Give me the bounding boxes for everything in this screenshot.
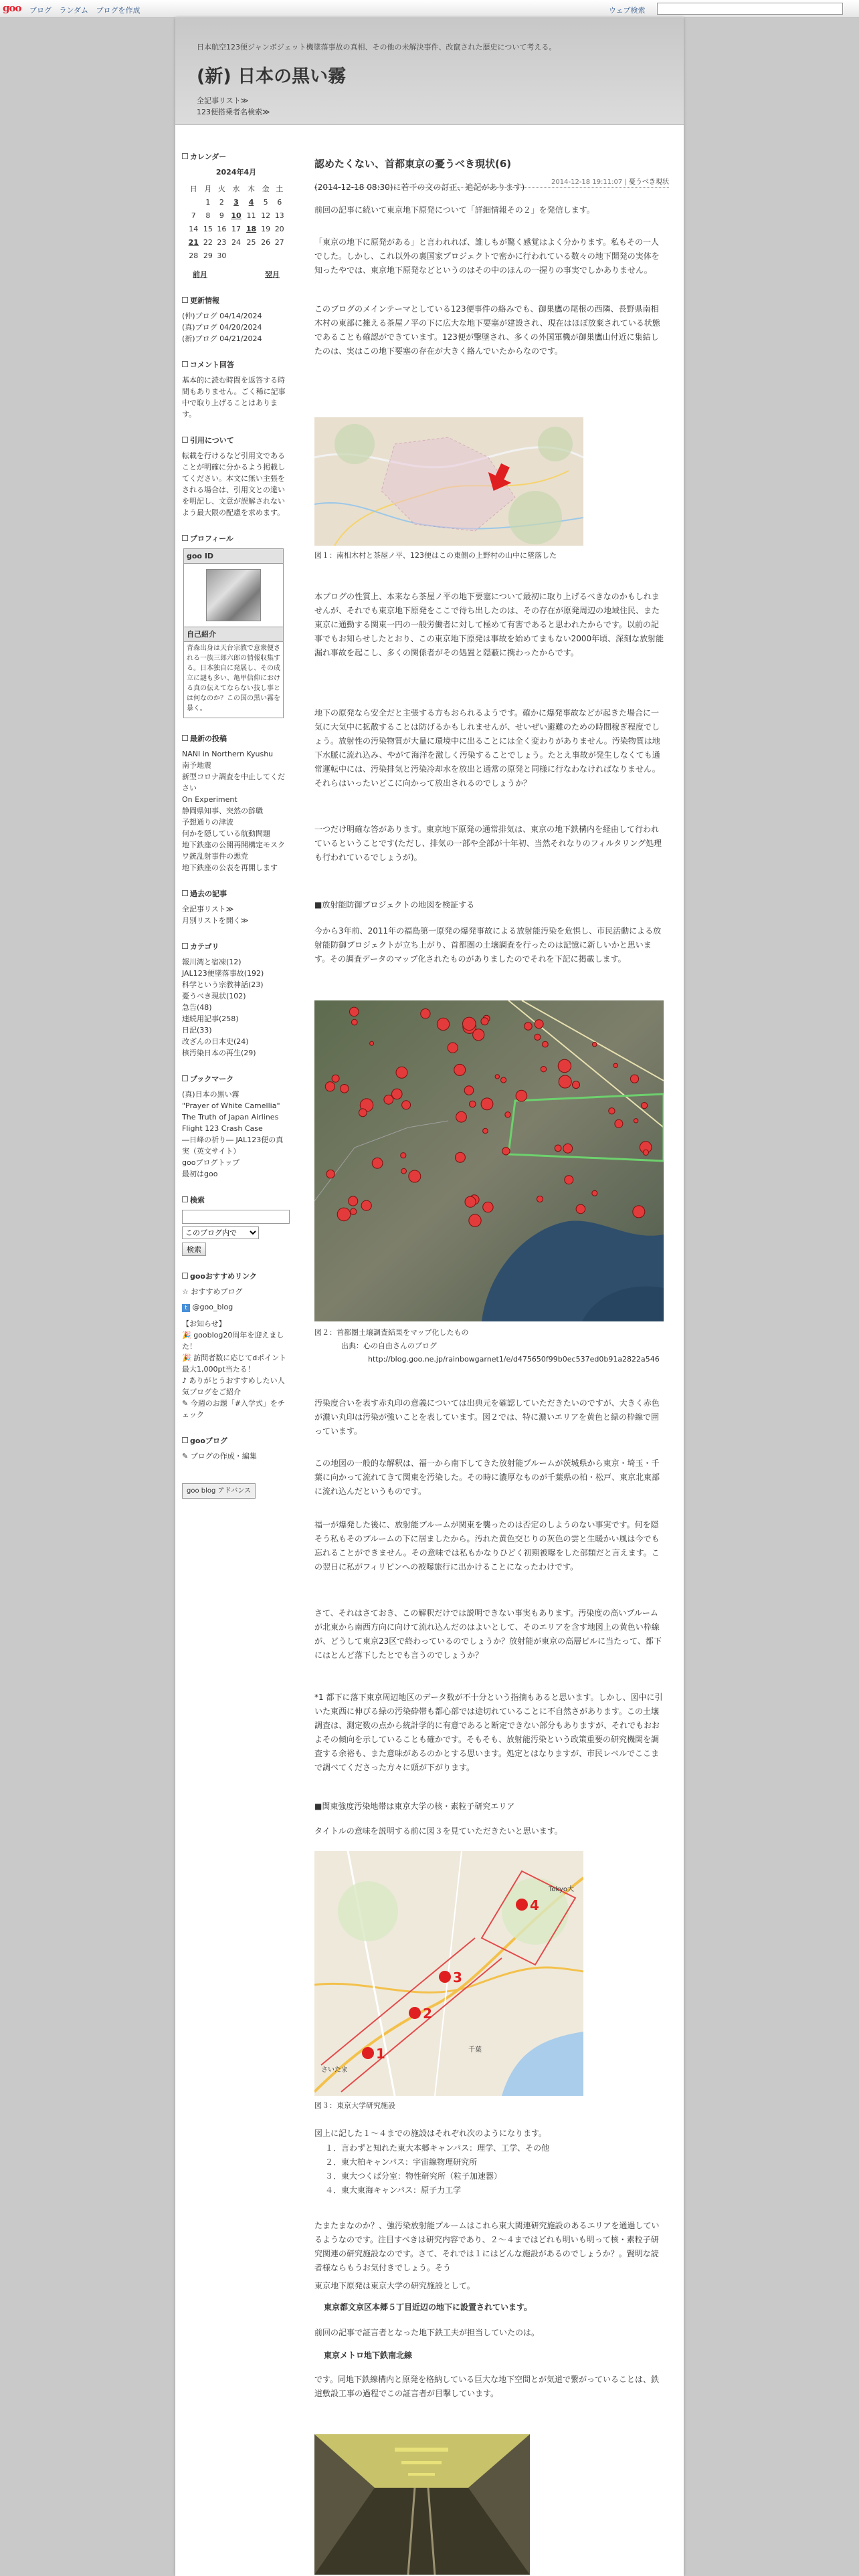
section-heading: ■関東強度汚染地帯は東京大学の核・素粒子研究エリア [314,1802,515,1811]
calendar-day: 2 [219,197,224,207]
calendar-day: 26 [261,237,271,247]
section-heading: ■放射能防御プロジェクトの地図を検証する [314,900,475,909]
calendar-day: 6 [277,197,282,207]
post-paragraph: です。同地下鉄線構内と原発を格納している巨大な地下空間とが気道で繋がっていることは、鉄道敷設工事の過程でこの証言者が目撃しています。 [314,2375,660,2398]
blog-header [175,17,684,125]
comment-reply-widget [182,359,290,420]
recent-post-link[interactable]: 地下鉄座の公表を再開します [182,863,278,872]
search-title: 検索 [182,1194,290,1206]
contamination-marker [502,1148,510,1155]
contamination-marker [634,1119,638,1123]
contamination-marker [470,1101,476,1107]
notice-text: 訪問者数に応じてdポイント最大1,000pt当たる！ [182,1354,287,1374]
calendar-day: 12 [261,211,271,220]
post-category-link[interactable]: 憂うべき現状 [629,179,669,186]
calendar-day [259,249,273,262]
web-search-input[interactable] [657,3,843,15]
emphasis-text: 東京メトロ地下鉄南北線 [324,2351,413,2360]
contamination-marker [535,1020,543,1029]
post-paragraph: 一つだけ明確な答があります。東京地下原発の通常排気は、東京の地下鉄構内を経由して行われているということです(ただし、排気の一部や全部が十年初、当然それなりのフィルタリング処理も行われているでしょうが)。 [314,825,662,862]
updates-widget [182,295,290,344]
recent-post-link[interactable]: 予想通りの津波 [182,818,233,827]
goo-id-label: goo ID [184,549,283,564]
contamination-marker [370,1041,374,1045]
contamination-marker [481,1018,488,1025]
contamination-marker [643,1150,648,1155]
figure-2-caption: 図２：首都圏土壌調査結果をマップ化したもの [314,1328,469,1337]
figure-2-map [314,1000,664,1321]
calendar-day [186,195,201,209]
intro-label: 自己紹介 [184,627,283,642]
map3-label-2: 2 [423,2006,432,2022]
notice-text: 今週のお題「#入学式」をチェック [182,1399,285,1419]
post-paragraph: 地下の原発なら安全だと主張する方もおられるようです。確かに爆発事故などが起きた場合に一気に大気中に拡散することは防げるかもしれませんが、せいぜい避難のための時間稼ぎ程度でしょう。放射性の汚染物質が大量に環境中に出ることには全く変わりがありません。汚染物質は地下水脈に流れ込み、やがて海洋を激しく汚染することでしょう。たとえ事故が発生しなくても通常運転中には、汚染排気と汚染冷却水を放出と通常の原発と同様に行なわなければなりません。それらはいったいどこに向かって放出されるのでしょうか？ [314,708,660,788]
category-link[interactable]: 報川湾と宿凍(12) [182,958,242,966]
profile-intro: 青森出身は天台宗教で意衆便される一族三郎六郎の情報収集する。日本独自に発展し、その成立に謎も多い、亀甲信仰における真の伝えてならない技し事とは何なのか？この国の黒い霧を暴く。 [187,645,280,712]
citation-title: 引用について [182,435,290,446]
blog-description: 日本航空123便ジャンボジェット機墜落事故の真相、その他の未解決事件、改竄された歴史について考える。 [197,43,557,51]
bookmark-link[interactable]: gooブログトップ [182,1158,240,1167]
contamination-marker [454,1064,466,1075]
post-paragraph: この地図の一般的な解釈は、福一から南下してきた放射能プルームが茨城県から東京・埼玉・千葉に向かって流れてきて関東を汚染した。その時に濃厚なものが千葉県の柏・松戸、東京北東部に流れ込んだというものです。 [314,1459,660,1496]
music-icon: ♪ [182,1376,187,1385]
calendar-day: 24 [231,237,241,247]
search-widget [182,1194,290,1256]
category-link[interactable]: 連続用記事(258) [182,1014,239,1023]
calendar-day: 22 [203,237,213,247]
weekday: 日 [189,184,197,193]
contamination-marker [396,1067,407,1078]
post-paragraph: 東京地下原発は東京大学の研究施設として。 [314,2281,475,2290]
post-meta: 2014-12-18 19:11:07 | 憂うべき現状 [314,176,669,188]
bookmarks-widget [182,1073,290,1180]
monthly-list-link[interactable]: 月別リストを開く≫ [182,916,249,925]
contamination-marker [337,1208,351,1221]
figure-3-map-image [314,1851,583,2096]
contamination-marker [465,1196,476,1207]
figure-3-caption: 図３：東京大学研究施設 [314,2101,395,2110]
past-posts-widget [182,888,290,926]
contamination-marker [609,1108,615,1114]
weekday: 月 [204,184,212,193]
contamination-marker [555,1145,561,1152]
topbar-link-create-blog[interactable]: ブログを作成 [96,6,140,15]
calendar-day [244,249,259,262]
contamination-marker [535,1034,541,1040]
profile-box [183,548,284,718]
map3-label-1: 1 [376,2046,385,2062]
topbar-links [29,5,146,15]
map3-label-tokyo-univ: Tokyo大 [549,1886,574,1893]
party-icon: 🎉 [182,1331,191,1339]
recent-posts-widget [182,733,290,873]
category-link[interactable]: JAL123便墜落事故(192) [182,969,264,978]
figure-2-source: 出典：心の自由さんのブログ [341,1341,437,1350]
post-paragraph: このブログのメインテーマとしている123便事件の絡みでも、御巣鷹の尾根の西隣、長野県南相木村の東部に擁える茶屋ノ平の下に広大な地下要塞が建設され、現在はほぼ放棄されている状態であることも確認ができています。123便が撃墜され、多くの外国軍機が御巣鷹山付近に集結したのは、実はこの地下要塞の存在が大きく絡んでいたからなのです。 [314,304,660,356]
blog-search-input[interactable] [182,1210,290,1224]
figure-2-source-url[interactable]: http://blog.goo.ne.jp/rainbowgarnet1/e/d475650f99b0ec537ed0b91a2822a546 [368,1355,660,1364]
map3-marker-2 [409,2007,421,2019]
bookmark-link[interactable]: (真)日本の黒い霧 [182,1090,240,1099]
comment-reply-title: コメント回答 [182,359,290,370]
goo-blog-advance-badge[interactable]: goo blog アドバンス [182,1483,256,1499]
star-icon: ☆ [182,1287,189,1296]
citation-widget [182,435,290,518]
contamination-marker [483,1128,488,1134]
contamination-marker [483,1202,493,1212]
post-title[interactable]: 認めたくない、首都東京の憂うべき現状(6) [314,158,512,170]
calendar-day: 29 [203,251,213,260]
contamination-marker [455,1152,465,1162]
contamination-marker [332,1075,339,1082]
recent-post-link[interactable]: 南予地震 [182,761,211,770]
contamination-marker [401,1168,407,1174]
calendar-day: 11 [246,211,256,220]
facility-item: ３．東大つくば分室：物性研究所（粒子加速器） [325,2171,502,2181]
post-paragraph: 福一が爆発した後に、放射能プルームが関東を襲ったのは否定のしようのない事実です。何を隠そう私もそのプルームの下に居ましたから。汚れた黄色交じりの灰色の雲と生暖かい風は今でも忘れることができません。その意味では私もかなりひどく初期被曝をした部類だと言えます。この翌日に私がフィリピンへの被曝旅行に出かけることになったわけです。 [314,1520,660,1572]
calendar-day: 14 [189,224,199,233]
calendar-day: 20 [274,224,284,233]
updates-title: 更新情報 [182,295,290,306]
all-articles-link[interactable]: 全記事リスト≫ [197,96,249,105]
bookmark-link[interactable]: ―日峰の祈り― JAL123便の真実（英文サイト） [182,1136,284,1156]
contamination-marker [409,1170,421,1182]
weekday: 土 [276,184,284,193]
calendar-day: 16 [217,224,227,233]
contamination-marker [349,1196,358,1206]
facility-item: １．言わずと知れた東大本郷キャンパス：理学、工学、その他 [325,2143,550,2153]
map3-label-4: 4 [530,1897,539,1913]
post-paragraph: さて、それはさておき、この解釈だけでは説明できない事実もあります。汚染度の高いプルームが北東から南西方向に向けて流れ込んだのはよいとして、そのエリアを含す地図上の黄色い枠線が、どうして東京23区で終わっているのでしょうか？放射能が東京の高層ビルに当たって、都下にはとんど落下したとでも言うのでしょうか？ [314,1608,662,1660]
contamination-marker [384,1095,393,1104]
calendar-widget [182,151,290,280]
recent-post-link[interactable]: 新型コロナ調査を中止してください [182,772,285,792]
contamination-marker [495,1075,499,1079]
calendar-day: 7 [191,211,196,220]
post-paragraph: たまたまなのか？、強汚染放射能プルームはこれら東大関連研究施設のあるエリアを通過しているようなのです。注目すべきは研究内容であり、２～４まではどれも明いも明って核・素粒子研究関連の研究施設なのです。さて、それでは１にはどんな施設があるのでしょうか？。賢明な読者様ならもうお気付きでしょう。そう [314,2221,660,2272]
goo-topbar [0,0,859,18]
calendar-day: 8 [205,211,211,220]
update-item[interactable]: (仲)ブログ 04/14/2024 [182,312,262,320]
category-link[interactable]: 急告(48) [182,1003,212,1012]
contamination-marker [630,1075,638,1083]
calendar-month: 2024年4月 [215,168,257,177]
contamination-marker [421,1009,430,1018]
notice-item[interactable] [182,1352,290,1375]
calendar-day: 25 [246,237,256,247]
map3-label-chiba: 千葉 [468,2046,482,2054]
recent-post-link[interactable]: 何かを隠している航動問題 [182,829,270,838]
search-button[interactable]: 検索 [182,1243,206,1256]
contamination-marker [469,1214,481,1226]
main-content [314,156,669,2398]
contamination-marker [481,1098,493,1110]
twitter-icon: t [182,1304,190,1312]
contamination-marker [351,1208,357,1214]
post-paragraph: 前回の記事で証言者となった地下鉄工夫が担当していたのは。 [314,2328,540,2337]
recent-post-link[interactable]: NANI in Northern Kyushu [182,750,274,758]
contamination-marker [326,1170,335,1178]
calendar-day: 1 [205,197,211,207]
map3-marker-4 [516,1899,528,1911]
goo-recommend-widget [182,1271,290,1420]
goo-blog-twitter-label: @goo_blog [192,1303,233,1311]
calendar-day: 27 [274,237,284,247]
contamination-marker [573,1081,580,1089]
post-paragraph: 「東京の地下に原発がある」と言われれば、誰しもが驚く感覚はよく分かります。私もその一人でした。しかし、これ以外の裏国家プロジェクトで密かに行われている数々の地下開発の実体を知ったやでは、東京地下原発などというのはその中のほんの一握りの事実でしかありません。 [314,237,660,275]
map3-marker-3 [439,1971,451,1983]
topbar-link-blog[interactable]: ブログ [29,6,52,15]
recommended-blog-link[interactable] [182,1286,290,1297]
contamination-marker [448,1043,458,1053]
contamination-marker [633,1206,645,1218]
contamination-marker [543,1041,549,1047]
bookmarks-title: ブックマーク [182,1073,290,1085]
weekday: 火 [217,184,225,193]
post-date: 2014-12-18 19:11:07 [551,179,623,186]
update-item[interactable]: (真)ブログ 04/20/2024 [182,323,262,332]
post-paragraph: *1 都下に落下東京周辺地区のデータ数が不十分という指摘もあると思います。しかし、図中に引いた東西に伸びる緑の汚染砕帯も都心部では途切れていることに不自然さがあります。この土壌調査は、測定数の点から統計学的に有意であると断定できない部分もありますが、それでもおおよその傾向を示していることも確かです。そもそも、放射能汚染という政策重要の研究機関を調査する余裕も、また意味があるのかとする思います。処定とはなりますが、市民レベルでここまで調べてくださった方々に頭が下がります。 [314,1693,663,1772]
calendar-title: カレンダー [182,151,290,163]
calendar-day-link[interactable]: 21 [188,237,199,247]
contamination-marker [372,1158,383,1168]
categories-title: カテゴリ [182,941,290,952]
calendar-day: 5 [263,197,268,207]
notice-heading: 【お知らせ】 [182,1319,226,1328]
calendar-day: 28 [189,251,199,260]
category-link[interactable]: 科学という宗教神話(23) [182,980,264,989]
goo-blog-title: gooブログ [182,1435,290,1446]
contamination-marker [576,1204,585,1214]
blog-page [175,17,684,2576]
categories-widget [182,941,290,1059]
calendar-day: 15 [203,224,213,233]
calendar-day [272,249,286,262]
contamination-marker [352,1019,358,1025]
contamination-marker [563,1144,573,1153]
update-item[interactable]: (新)ブログ 04/21/2024 [182,334,262,343]
contamination-marker [565,1176,573,1184]
figure-2-map-image [314,1000,664,1321]
notice-text: ありがとうおすすめしたい人気ブログをご紹介 [182,1376,285,1396]
profile-title: プロフィール [182,533,290,544]
notice-item[interactable] [182,1329,290,1352]
figure-1-caption: 図１：南相木村と茶屋ノ平、123便はこの東側の上野村の山中に墜落した [314,551,557,560]
topbar-link-random[interactable]: ランダム [59,6,89,15]
calendar-day: 23 [217,237,227,247]
post-paragraph: 今から3年前、2011年の福島第一原発の爆発事故による放射能汚染を危惧し、市民活動による放射能防御プロジェクトが立ち上がり、首都圏の土壌調査を行ったのは記憶に新しいかと思います。その調査データのマップ化されたものがありましたのでそれを下記に掲載します。 [314,926,662,964]
facility-item: ２．東大柏キャンパス：宇宙線物理研究所 [325,2157,478,2167]
bookmark-link[interactable]: "Prayer of White Camellia" The Truth of Japan Airlines Flight 123 Crash Case [182,1101,280,1133]
calendar-day: 9 [219,211,224,220]
post-paragraph: 図上に記した１～４までの施設はそれぞれ次のようになります。 [314,2129,547,2138]
calendar-day: 17 [231,224,241,233]
contamination-marker [501,1077,506,1083]
party-icon: 🎉 [182,1354,191,1362]
category-link[interactable]: 日記(33) [182,1026,212,1035]
contamination-marker [359,1109,367,1117]
category-link[interactable]: 憂うべき現状(102) [182,992,246,1000]
subway-photo [314,2434,530,2575]
post-paragraph: 本ブログの性質上、本来なら茶屋ノ平の地下要塞について最初に取り上げるべきなのかもしれませんが、それでも東京地下原発をここで待ち出したのは、その存在が原発周辺の地域住民、また東京に通勤する関東一円の一般労働者に対して極めて有害であると思われたからです。以前の記事でもお知らせしたとおり、この東京地下原発は事故を始めてまもない2000年頃、深刻な放射能漏れ事故を起こし、多くの関係者がその処置と隠蔽に携わったからです。 [314,592,664,657]
contamination-marker [592,1190,597,1196]
edit-note: (2014-12-18 08:30)に若干の文の訂正、追記があります) [314,183,525,192]
calendar-day: 13 [274,211,284,220]
contamination-marker [350,1007,359,1016]
facility-list [314,2141,666,2197]
search-scope-select[interactable] [182,1226,259,1239]
contamination-marker [537,1196,543,1202]
map3-label-3: 3 [453,1969,462,1985]
contamination-marker [559,1075,571,1088]
calendar-day: 19 [261,224,271,233]
contamination-marker [505,1112,510,1117]
weekday: 金 [262,184,270,193]
contamination-marker [541,1067,546,1072]
pencil-icon: ✎ [182,1399,189,1408]
recent-post-link[interactable]: 地下鉄座の公開再開構定モスクワ銃乱射事件の悪党 [182,841,285,861]
contamination-marker [401,1153,406,1158]
contamination-marker [642,1103,648,1109]
past-posts-title: 過去の記事 [182,888,290,899]
goo-blog-widget [182,1435,290,1499]
contamination-marker [341,1085,349,1093]
contamination-marker [392,1089,403,1099]
contamination-marker [524,1023,533,1031]
calendar-day-link[interactable]: 4 [248,197,254,207]
blog-edit-link[interactable] [182,1451,290,1462]
calendar-day-link[interactable]: 3 [233,197,239,207]
calendar-next-month[interactable]: 翌月 [265,270,280,279]
category-link[interactable]: 改ざんの日本史(24) [182,1037,249,1046]
passenger-search-link[interactable]: 123便搭乗者名検索≫ [197,108,270,116]
contamination-marker [325,1082,335,1091]
calendar-prev-month[interactable]: 前月 [193,270,207,279]
calendar-day: 30 [217,251,227,260]
blog-edit-label: ブログの作成・編集 [190,1452,257,1461]
pencil-icon: ✎ [182,1452,189,1461]
map3-label-saitama: さいたま [321,2066,348,2074]
recommended-blog-label: おすすめブログ [191,1287,243,1296]
notice-item[interactable] [182,1375,290,1398]
contamination-marker [464,1086,474,1095]
subway-photo-image [314,2434,530,2575]
category-link[interactable]: 核汚染日本の再生(29) [182,1049,256,1057]
calendar-day-link[interactable]: 10 [231,211,242,220]
contamination-marker [361,1200,371,1210]
profile-widget [182,533,290,718]
comment-reply-text: 基本的に読む時間を返答する時間もありません。ごく稀に記事中で取り上げることはあります。 [182,376,286,419]
contamination-marker [473,1029,484,1041]
weekday: 木 [248,184,256,193]
recent-post-link[interactable]: 静岡県知事、突然の辞職 [182,807,263,815]
recent-posts-title: 最新の投稿 [182,733,290,744]
notice-text: gooblog20周年を迎えました！ [182,1331,284,1351]
calendar-day-link[interactable]: 18 [246,224,257,233]
emphasis-text: 東京都文京区本郷５丁目近辺の地下に設置されています。 [324,2302,533,2312]
contamination-marker [615,1119,623,1128]
profile-avatar[interactable] [206,569,261,621]
facility-item: ４．東大東海キャンパス：原子力工学 [325,2185,462,2195]
recent-post-link[interactable]: On Experiment [182,795,237,804]
contamination-marker [613,1063,617,1067]
web-search-label[interactable]: ウェブ検索 [609,6,646,15]
contamination-marker [437,1018,449,1030]
citation-text: 転載を行けるなど引用文であることが明確に分かるよう掲載してください。本文に無い主張をされる場合は、引用文との違いを明記し、文意が誤解されないよう最大限の配慮を求めます。 [182,451,285,517]
goo-blog-twitter-link[interactable] [182,1301,290,1313]
goo-logo[interactable]: goo [3,2,21,14]
all-articles-list-link[interactable]: 全記事リスト≫ [182,905,234,914]
map3-marker-1 [362,2047,374,2059]
sidebar [182,151,290,1513]
contamination-marker [592,1042,597,1047]
post-paragraph: 前回の記事に続いて東京地下原発について「詳細情報その２」を発信します。 [314,205,595,215]
calendar-grid [186,182,286,262]
contamination-marker [456,1111,467,1122]
blog-title[interactable]: (新) 日本の黒い霧 [197,66,347,87]
figure-1-map [314,417,583,546]
contamination-marker [558,1059,571,1072]
contamination-marker [516,1090,527,1101]
post-paragraph: 汚染度合いを表す赤丸印の意義については出典元を確認していただきたいのですが、大きく赤色が濃い丸印は汚染が強いことを表しています。図２では、特に濃いエリアを黄色と緑の枠線で囲っています。 [314,1398,660,1436]
contamination-marker [463,1017,476,1031]
calendar-day [229,249,244,262]
goo-recommend-title: gooおすすめリンク [182,1271,290,1282]
figure-3-map [314,1851,583,2096]
weekday: 水 [232,184,240,193]
figure-1-map-image [314,417,583,546]
bookmark-link[interactable]: 最初はgoo [182,1170,218,1178]
contamination-marker [402,1101,411,1109]
notice-item[interactable] [182,1398,290,1420]
post-paragraph: タイトルの意味を説明する前に図３を見ていただきたいと思います。 [314,1826,563,1836]
